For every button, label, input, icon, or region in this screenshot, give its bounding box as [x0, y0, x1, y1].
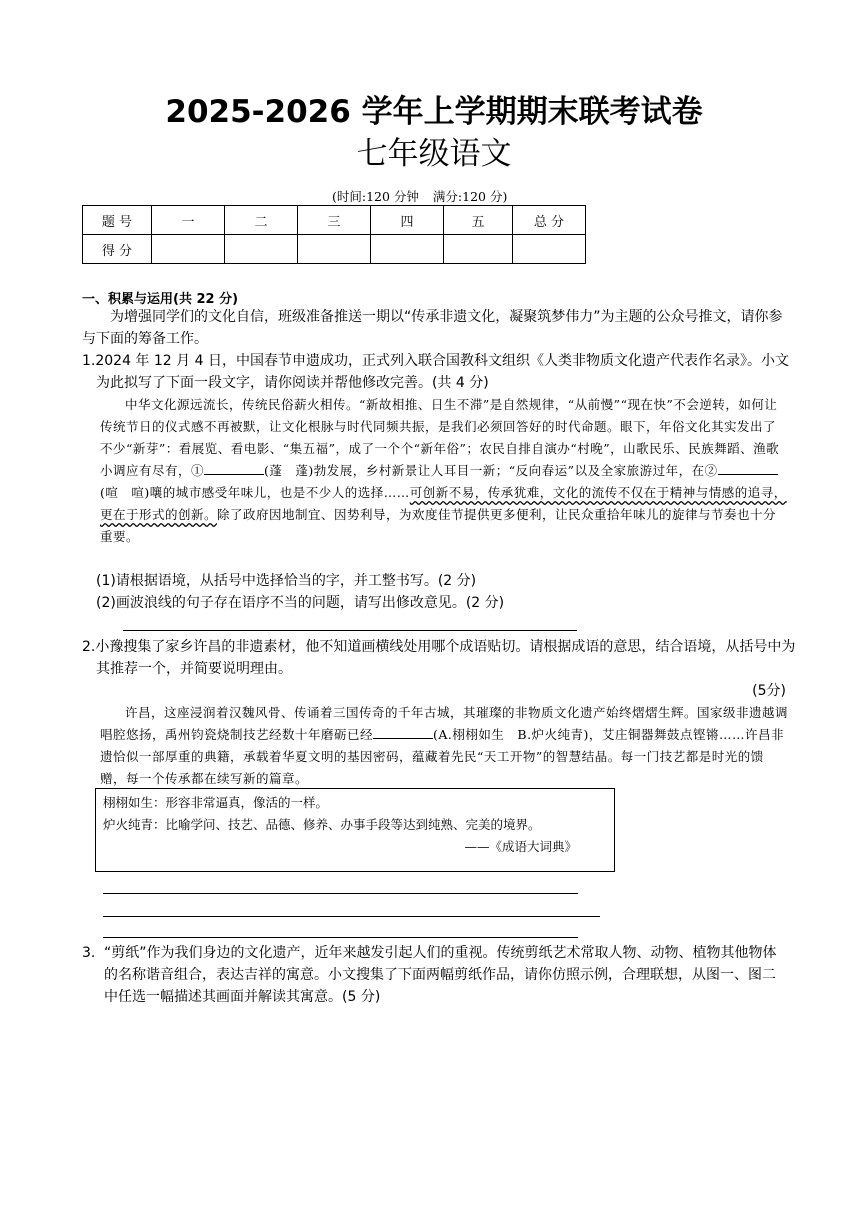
question-1-passage	[100, 394, 788, 548]
definition-source: ——《成语大词典》	[464, 839, 577, 854]
score-table-score-row	[83, 235, 586, 264]
score-header-cell: 题 号	[83, 206, 152, 235]
score-row-label: 得 分	[83, 235, 152, 264]
passage-text: 艾庄铜器舞鼓点铿锵……许昌非遗恰似一部厚重的典籍，承载着华夏文明的基因密码，蕴藏着先民“天工开物”的智慧结晶。每一门技艺都是时光的馈赠，每一个传承都在续写新的篇章。	[100, 727, 784, 786]
score-cell[interactable]	[298, 235, 371, 264]
blank-2-hint: (喧 喧)嚷的城市感受年味儿，也是不少人的选择……	[100, 485, 410, 500]
exam-subject: 七年级语文	[356, 136, 512, 172]
answer-line[interactable]	[103, 916, 600, 917]
section-heading: 一、积累与运用(共 22 分)	[82, 292, 239, 307]
score-header-cell: 四	[371, 206, 444, 235]
question-1-stem: 1.2024 年 12 月 4 日，中国春节申遗成功，正式列入联合国教科文组织《人类非物质文化遗产代表作名录》。小文为此拟写了下面一段文字，请你阅读并帮他修改完善。(共 4 分)	[82, 353, 789, 391]
question-1-sub-1: (1)请根据语境，从括号中选择恰当的字，并工整书写。(2 分)	[96, 573, 477, 589]
answer-blank-1[interactable]	[204, 460, 264, 475]
wavy-underlined-sentence: 可创新不易，传承犹难，文化的流传不仅在于精神与情感的追寻，更在于形式的创新。	[100, 485, 787, 522]
score-header-cell: 五	[444, 206, 513, 235]
answer-line[interactable]	[123, 630, 577, 631]
score-header-cell: 一	[152, 206, 225, 235]
idiom-options: (A.栩栩如生 B.炉火纯青)，	[433, 727, 602, 742]
score-header-cell: 总 分	[513, 206, 586, 235]
score-cell[interactable]	[444, 235, 513, 264]
score-cell[interactable]	[513, 235, 586, 264]
section-intro: 为增强同学们的文化自信，班级准备推送一期以“传承非遗文化，凝聚筑梦伟力”为主题的公众号推文，请你参与下面的筹备工作。	[82, 309, 783, 347]
score-header-cell: 二	[225, 206, 298, 235]
question-2-points: (5分)	[752, 683, 786, 699]
score-cell[interactable]	[371, 235, 444, 264]
question-2-stem: 2.小豫搜集了家乡许昌的非遗素材，他不知道画横线处用哪个成语贴切。请根据成语的意思，结合语境，从括号中为其推荐一个，并简要说明理由。	[82, 639, 796, 677]
question-3-stem: “剪纸”作为我们身边的文化遗产，近年来越发引起人们的重视。传统剪纸艺术常取人物、动物、植物其他物体的名称谐音组合，表达吉祥的寓意。小文搜集了下面两幅剪纸作品，请你仿照示例，合理联想，从图一、图二中任选一幅描述其画面并解读其寓意。(5 分)	[104, 945, 777, 1005]
idiom-definition-box	[95, 788, 615, 872]
blank-1-hint: (蓬 蓬)勃	[264, 463, 327, 478]
score-header-cell: 三	[298, 206, 371, 235]
score-label: 满分:120 分)	[432, 189, 508, 204]
definition-line: 炉火纯青：比喻学问、技艺、品德、修养、办事手段等达到纯熟、完美的境界。	[103, 817, 541, 832]
answer-blank-2[interactable]	[718, 460, 778, 475]
score-cell[interactable]	[152, 235, 225, 264]
exam-title: 2025-2026 学年上学期期末联考试卷	[165, 94, 703, 130]
score-table-header-row	[83, 206, 586, 235]
answer-blank-idiom[interactable]	[373, 724, 433, 739]
score-cell[interactable]	[225, 235, 298, 264]
passage-text: 中华文化源远流长，传统民俗薪火相传。“新故相推、日生不滞”是自然规律，“从前慢”“现在快”不会逆转，如何让传统节日的仪式感不再被默，让文化根脉与时代同频共振，是我们必须回答好的时代命题。眼下，年俗文化其实发出了不少“新芽”：看展览、看电影、“集五福”，成了一个个“新年俗”；农民自排自演办“村晚”，山歌民乐、民族舞蹈、渔歌小调应有尽有，①	[100, 397, 780, 478]
passage-text: 许昌，这座浸润着汉魏风骨、传诵着三国传奇的千年古城，其璀璨的非物质文化遗产始终熠熠生辉。国家级非遗越调唱腔悠扬，禹州钧瓷烧制技艺经数十年磨砺已经	[100, 705, 789, 742]
time-label: (时间:120 分钟	[332, 189, 419, 204]
passage-text: 发展，乡村新景让人耳目一新；“反向春运”以及全家旅游过年，在②	[326, 463, 718, 478]
question-2-passage	[100, 702, 788, 790]
score-table	[82, 205, 586, 264]
answer-line[interactable]	[103, 893, 578, 894]
exam-time-info	[332, 187, 521, 205]
definition-line: 栩栩如生：形容非常逼真，像活的一样。	[103, 795, 329, 810]
question-1-sub-2: (2)画波浪线的句子存在语序不当的问题，请写出修改意见。(2 分)	[96, 595, 505, 611]
passage-text: 除了政府因地制宜、因势利导，为欢度佳节提供更多便利，让民众重拾年味儿的旋律与节奏也十分重要。	[100, 507, 777, 544]
answer-line[interactable]	[103, 937, 578, 938]
question-3-number: 3.	[82, 945, 96, 961]
